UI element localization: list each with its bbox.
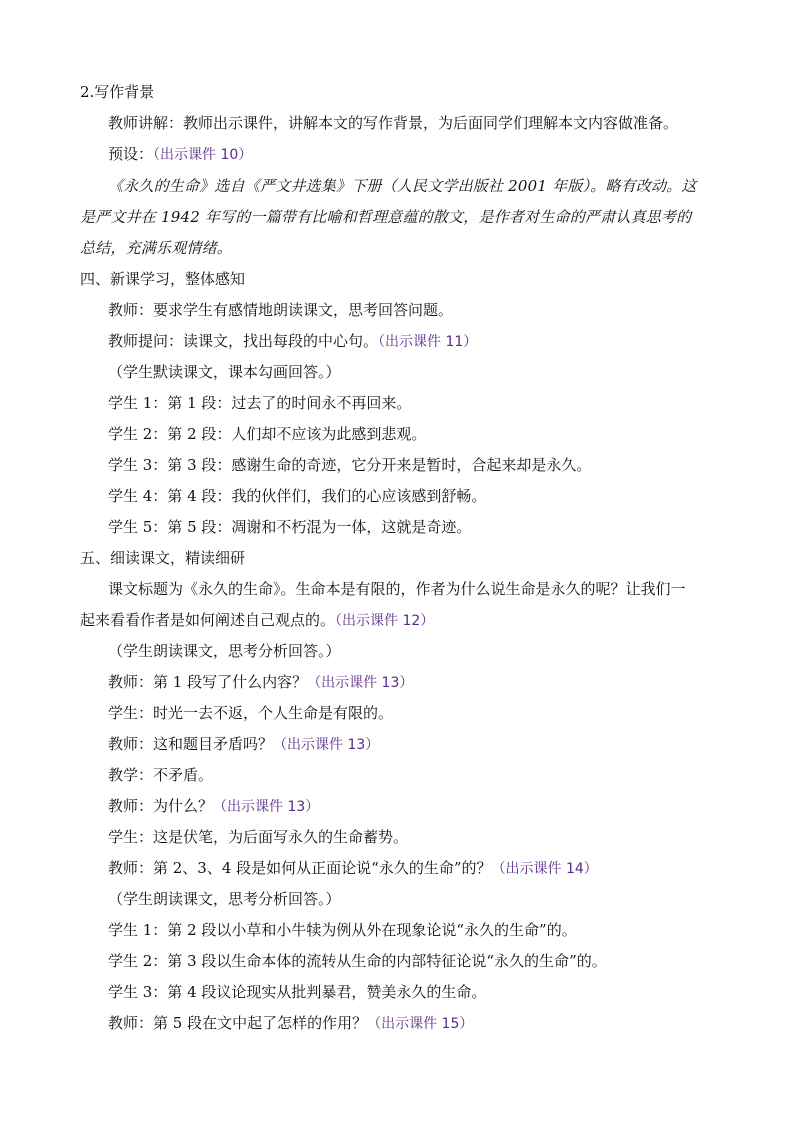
- paragraph-line: （学生朗读课文，思考分析回答。）: [108, 890, 341, 908]
- paragraph-line: 预设：（出示课件 10）: [108, 145, 253, 163]
- quote-line: 是严文井在 1942 年写的一篇带有比喻和哲理意蕴的散文，是作者对生命的严肃认真思考的: [80, 208, 692, 226]
- paragraph-line: 学生 1：第 1 段：过去了的时间永不再回来。: [108, 394, 412, 412]
- quote-line: 《永久的生命》选自《严文井选集》下册（人民文学出版社 2001 年版）。略有改动。这: [108, 177, 697, 195]
- paragraph-line: 学生 4：第 4 段：我的伙伴们，我们的心应该感到舒畅。: [108, 487, 487, 505]
- paragraph-line: 学生：时光一去不返，个人生命是有限的。: [108, 704, 394, 722]
- paragraph-line: 教师：这和题目矛盾吗？（出示课件 13）: [108, 735, 380, 753]
- courseware-reference: （出示课件 10）: [153, 147, 253, 163]
- courseware-reference: （出示课件 13）: [213, 799, 320, 815]
- paragraph-line: 学生 2：第 2 段：人们却不应该为此感到悲观。: [108, 425, 427, 443]
- courseware-reference: （出示课件 14）: [491, 861, 598, 877]
- paragraph-line: 教师讲解：教师出示课件，讲解本文的写作背景，为后面同学们理解本文内容做准备。: [108, 114, 679, 132]
- paragraph-line: 教师：为什么？（出示课件 13）: [108, 797, 320, 815]
- paragraph-line: 教师：第 5 段在文中起了怎样的作用？（出示课件 15）: [108, 1014, 474, 1032]
- paragraph-line: 课文标题为《永久的生命》。生命本是有限的，作者为什么说生命是永久的呢？让我们一: [108, 580, 686, 598]
- paragraph-line: 学生 3：第 4 段议论现实从批判暴君，赞美永久的生命。: [108, 983, 487, 1001]
- paragraph-line: 学生 1：第 2 段以小草和小牛犊为例从外在现象论说“永久的生命”的。: [108, 921, 577, 939]
- paragraph-line: 学生：这是伏笔，为后面写永久的生命蓄势。: [108, 828, 409, 846]
- paragraph-line: 教师：第 2、3、4 段是如何从正面论说“永久的生命”的？（出示课件 14）: [108, 859, 598, 877]
- paragraph-line: （学生默读课文，课本勾画回答。）: [108, 363, 341, 381]
- paragraph-line: 学生 5：第 5 段：凋谢和不朽混为一体，这就是奇迹。: [108, 518, 472, 536]
- section-heading: 四、新课学习，整体感知: [80, 270, 246, 288]
- paragraph-line: （学生朗读课文，思考分析回答。）: [108, 642, 341, 660]
- section-heading: 2.写作背景: [80, 83, 155, 101]
- courseware-reference: （出示课件 13）: [273, 737, 380, 753]
- paragraph-line: 教师提问：读课文，找出每段的中心句。（出示课件 11）: [108, 332, 478, 350]
- section-heading: 五、细读课文，精读细研: [80, 549, 246, 567]
- paragraph-line: 教学：不矛盾。: [108, 766, 214, 784]
- paragraph-line: 教师：要求学生有感情地朗读课文，思考回答问题。: [108, 301, 454, 319]
- paragraph-line: 学生 3：第 3 段：感谢生命的奇迹，它分开来是暂时，合起来却是永久。: [108, 456, 592, 474]
- courseware-reference: （出示课件 13）: [307, 675, 414, 691]
- courseware-reference: （出示课件 15）: [367, 1016, 474, 1032]
- courseware-reference: （出示课件 12）: [335, 613, 435, 629]
- paragraph-line: 教师：第 1 段写了什么内容？（出示课件 13）: [108, 673, 414, 691]
- quote-line: 总结，充满乐观情绪。: [80, 239, 233, 257]
- paragraph-line: 学生 2：第 3 段以生命本体的流转从生命的内部特征论说“永久的生命”的。: [108, 952, 607, 970]
- paragraph-line: 起来看看作者是如何阐述自己观点的。（出示课件 12）: [80, 611, 435, 629]
- courseware-reference: （出示课件 11）: [378, 334, 478, 350]
